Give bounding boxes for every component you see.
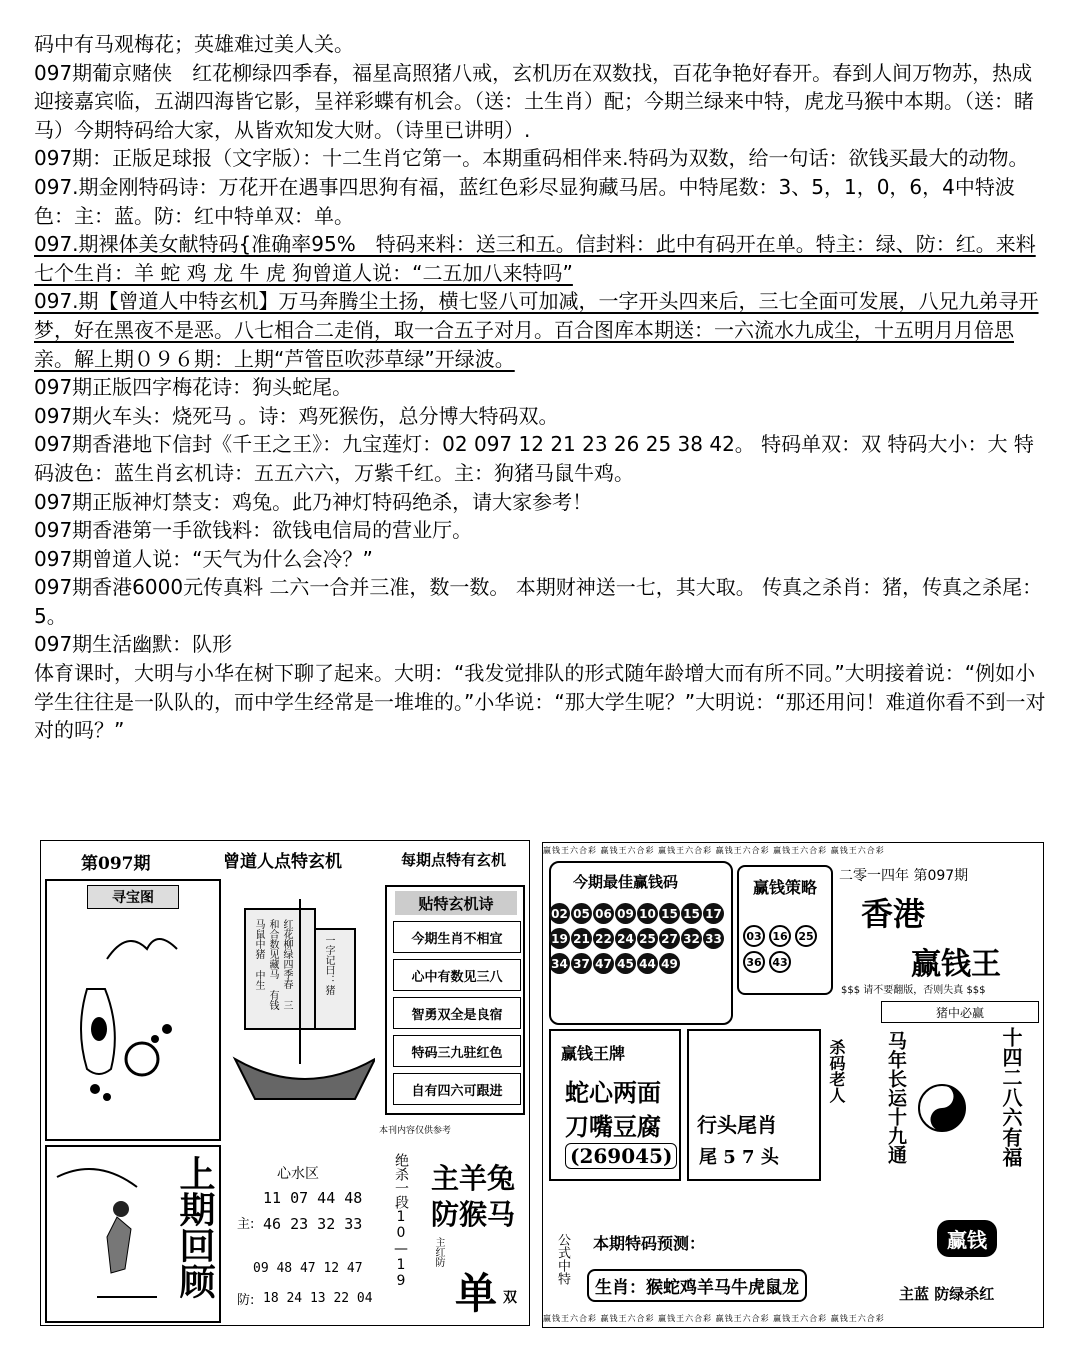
xing-tou-box <box>687 1029 821 1181</box>
treasure-map-title: 寻宝图 <box>87 885 179 909</box>
line-15: 体育课时，大明与小华在树下聊了起来。大明：“我发觉排队的形式随年龄增大而有所不同。”大明接着说：“例如小学生往往是一队队的，而中学生经常是一堆堆的。”小华说：“那大学生呢？”大明说：“那还用问！难道你看不到一对对的吗？” <box>34 661 1046 743</box>
zhu-hong: 主红防 <box>433 1237 444 1267</box>
dao-zui: 刀嘴豆腐 <box>565 1112 661 1141</box>
issue-label: 第097期 <box>81 854 151 874</box>
poem-title: 贴特玄机诗 <box>395 891 517 915</box>
best-num: 02 <box>549 903 570 924</box>
line-8: 097期火车头：烧死马 。诗：鸡死猴伤，总分博大特码双。 <box>34 403 559 428</box>
zhu-yang: 主羊兔 <box>431 1162 516 1195</box>
code-number: (269045) <box>565 1143 677 1169</box>
poem-line-3: 智勇双全是良宿 <box>393 997 521 1029</box>
nums-1: 11 07 44 48 <box>263 1189 363 1207</box>
poem-line-4: 特码三九驻红色 <box>393 1035 521 1067</box>
poem-box <box>385 885 525 1115</box>
treasure-map <box>45 879 221 1141</box>
shengxiao-line: 生肖：猴蛇鸡羊马牛虎鼠龙 <box>587 1269 807 1302</box>
ship-block <box>225 879 375 1141</box>
line-14: 097期生活幽默：队形 <box>34 632 233 657</box>
best-numbers-title: 今期最佳赢钱码 <box>573 873 679 891</box>
nums-2: 46 23 32 33 <box>263 1215 363 1233</box>
hong-kong-title: 香港 <box>861 895 926 933</box>
line-13: 097期香港6000元传真料 二六一合并三准，数一数。 本期财神送一七，其大取。 传真之杀肖：猪，传真之杀尾：5。 <box>34 575 1043 628</box>
strategy-num: 16 <box>769 925 791 947</box>
nums-label-main: 主: <box>237 1217 255 1232</box>
line-4: 097.期金刚特码诗：万花开在遇事四思狗有福，蓝红色彩尽显狗藏马居。中特尾数：3、5，1，0，6，4中特波色：主：蓝。防：红中特单双：单。 <box>34 174 1015 228</box>
strategy-num: 36 <box>743 951 765 973</box>
best-num: 34 <box>549 953 570 974</box>
best-num: 09 <box>615 903 636 924</box>
shuang-label: 双 <box>503 1290 517 1306</box>
right-lottery-panel <box>542 842 1044 1328</box>
warning-text: $$$ 请不要翻版，否则失真 $$$ <box>841 985 986 996</box>
previous-review <box>45 1145 221 1323</box>
panel-slogan: 每期点特有玄机 <box>401 851 507 869</box>
best-num: 45 <box>615 953 636 974</box>
best-num: 22 <box>593 928 614 949</box>
previous-review-label: 上期回顾 <box>174 1155 216 1299</box>
year-issue: 二零一四年 第097期 <box>839 868 969 884</box>
poem-line-2: 心中有数见三八 <box>393 959 521 991</box>
best-num: 21 <box>571 928 592 949</box>
strategy-title: 赢钱策略 <box>752 878 817 897</box>
xinshui-area <box>229 1145 389 1323</box>
best-num: 24 <box>615 928 636 949</box>
best-num: 15 <box>681 903 702 924</box>
tail-code: 尾 5 7 头 <box>699 1147 779 1168</box>
line-11: 097期香港第一手欲钱料：欲钱电信局的营业厅。 <box>34 518 473 543</box>
line-5: 097.期裸体美女献特码{准确率95% 特码来料：送三和五。信封料：此中有码开在单。特主：绿、防：红。来料七个生肖：羊 蛇 鸡 龙 牛 虎 狗曾道人说：“二五加八来特吗” <box>34 232 1036 285</box>
line-3: 097期：正版足球报（文字版）：十二生肖它第一。本期重码相伴来.特码为双数，给一句话：欲钱买最大的动物。 <box>34 146 1029 171</box>
line-2: 097期葡京赌侠 红花柳绿四季春，福星高照猪八戒，玄机历在双数找，百花争艳好春开。春到人间万物苏，热成迎接嘉宾临，五湖四海皆它影，呈祥彩蝶有机会。（送：土生肖）配；今期兰绿来中特，虎龙马猴中本期。（送：睹马）今期特码给大家，从皆欢知发大财。（诗里已讲明）. <box>34 60 1034 142</box>
xinshui-title: 心水区 <box>277 1166 319 1182</box>
poem-line-1: 今期生肖不相宜 <box>393 921 521 953</box>
left-lottery-panel <box>40 840 530 1326</box>
nums-3: 09 48 47 12 47 <box>253 1261 363 1276</box>
sail-poem: 红花柳绿四季春 三和合数见藏马 有钱马鼠中猪 中生 <box>253 919 292 1010</box>
panel-title: 曾道人点特玄机 <box>223 852 342 872</box>
best-num: 10 <box>637 903 658 924</box>
right-poem: 十四二八六有福 <box>999 1027 1023 1167</box>
line-6: 097.期【曾道人中特玄机】万马奔腾尘土扬，横七竖八可加减，一字开头四来后，三七全面可发展，八兄九弟寻开梦，好在黑夜不是恶。八七相合二走俏，取一合五子对月。百合图库本期送：一六流水九成尘，十五明月月倍思亲。解上期０９６期：上期“芦管臣吹莎草绿”开绿波。 <box>34 289 1039 371</box>
fishing-drawing <box>47 1147 177 1321</box>
article-text <box>34 30 1046 745</box>
zhu-lan: 主蓝 防绿杀红 <box>899 1285 995 1303</box>
best-num: 15 <box>659 903 680 924</box>
line-9: 097期香港地下信封《千王之王》：九宝莲灯：02 097 12 21 23 26 25 38 42。 特码单双：双 特码大小：大 特码波色：蓝生肖玄机诗：五五六六，万紫千红。主：狗猪马鼠牛鸡。 <box>34 432 1034 485</box>
top-ribbon: 赢钱王六合彩 赢钱王六合彩 赢钱王六合彩 赢钱王六合彩 赢钱王六合彩 赢钱王六合彩 <box>543 846 885 855</box>
best-num: 37 <box>571 953 592 974</box>
poem-line-5: 自有四六可跟进 <box>393 1073 521 1105</box>
best-num: 32 <box>681 928 702 949</box>
line-12: 097期曾道人说：“天气为什么会冷？” <box>34 546 373 571</box>
she-xin: 蛇心两面 <box>565 1078 661 1107</box>
strategy-balls <box>743 925 829 973</box>
best-num: 44 <box>637 953 658 974</box>
bottom-ribbon: 赢钱王六合彩 赢钱王六合彩 赢钱王六合彩 赢钱王六合彩 赢钱王六合彩 赢钱王六合彩 <box>543 1314 885 1323</box>
fang-hou: 防猴马 <box>431 1198 516 1231</box>
line-1: 码中有马观梅花；英雄难过美人关。 <box>34 32 354 56</box>
best-num: 17 <box>703 903 724 924</box>
strategy-num: 25 <box>795 925 817 947</box>
best-num: 33 <box>703 928 724 949</box>
best-num: 25 <box>637 928 658 949</box>
best-num: 49 <box>659 953 680 974</box>
best-num: 47 <box>593 953 614 974</box>
yuce-title: 本期特码预测： <box>593 1234 706 1253</box>
ship-drawing <box>225 879 375 1141</box>
panel-note: 本刊内容仅供参考 <box>379 1126 452 1136</box>
zhu-zhong-banner: 猪中必赢 <box>881 1001 1039 1023</box>
strategy-num: 03 <box>743 925 765 947</box>
yin-yang-icon <box>917 1083 967 1133</box>
ma-poem: 马年长运十九通 <box>885 1031 907 1164</box>
strategy-num: 43 <box>769 951 791 973</box>
best-numbers-grid <box>549 903 724 974</box>
best-num: 27 <box>659 928 680 949</box>
best-num: 05 <box>571 903 592 924</box>
line-10: 097期正版神灯禁支：鸡兔。此乃神灯特码绝杀，请大家参考！ <box>34 489 593 514</box>
sha-ma-laoren: 杀码老人 <box>827 1039 846 1103</box>
strategy-box <box>737 865 833 995</box>
treasure-drawing <box>47 909 219 1139</box>
wang-pai-box <box>549 1029 681 1181</box>
best-num: 19 <box>549 928 570 949</box>
nums-label-guard: 防: <box>237 1293 255 1308</box>
line-7: 097期正版四字梅花诗：狗头蛇尾。 <box>34 375 353 400</box>
ying-icon: 赢钱 <box>937 1220 997 1257</box>
ruyi-note: 一字记曰：猪 <box>323 935 334 995</box>
gongshi-label: 公式中特 <box>555 1233 570 1285</box>
nums-4: 18 24 13 22 04 <box>263 1291 373 1306</box>
best-numbers-box <box>549 861 733 1025</box>
ying-qian-wang: 赢钱王 <box>911 947 1001 982</box>
best-num: 06 <box>593 903 614 924</box>
wang-pai-title: 赢钱王牌 <box>561 1044 626 1063</box>
dan-label: 单 <box>455 1269 498 1318</box>
xing-tou: 行头尾肖 <box>697 1113 777 1137</box>
jue-sha: 绝杀一段10—19 <box>393 1153 409 1289</box>
